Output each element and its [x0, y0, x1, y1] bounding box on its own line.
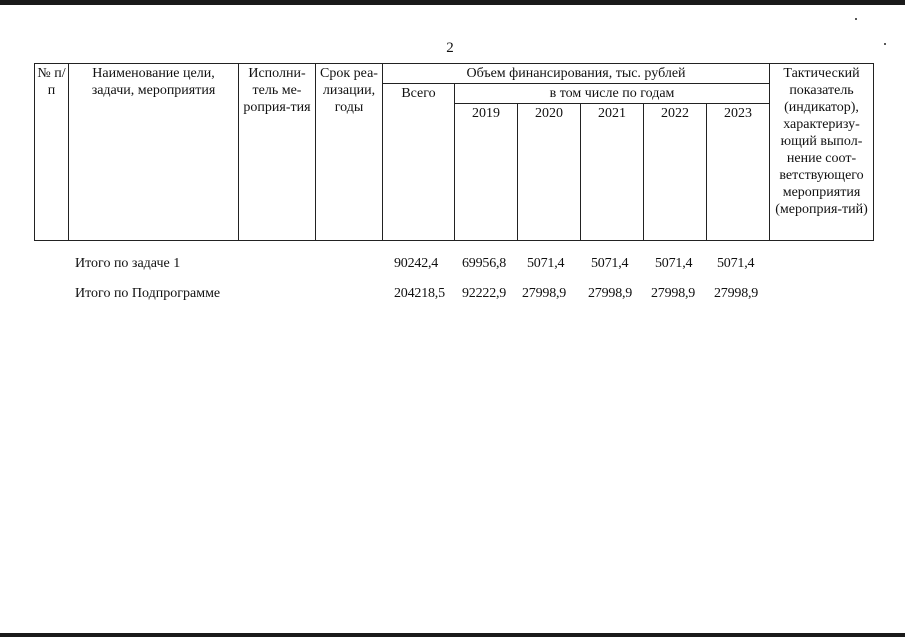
header-year-2021: 2021: [581, 104, 644, 241]
scan-speck: [855, 18, 857, 20]
total-label: Итого по Подпрограмме: [75, 286, 221, 301]
header-funding: Объем финансирования, тыс. рублей: [383, 64, 770, 84]
total-value-2020: 5071,4: [527, 256, 565, 271]
header-indicator: Тактический показатель (индикатор), характеризу-ющий выпол-нение соот-ветствующего мероприятия (мероприя-тий): [770, 64, 874, 241]
total-value-2022: 27998,9: [651, 286, 696, 301]
header-name: Наименование цели, задачи, мероприятия: [69, 64, 239, 241]
total-value-2019: 92222,9: [462, 286, 507, 301]
total-value-2019: 69956,8: [462, 256, 507, 271]
total-row-task-1: [0, 256, 905, 274]
page-number: 2: [446, 40, 454, 56]
bottom-border-rule: [0, 633, 905, 637]
total-value-2021: 27998,9: [588, 286, 633, 301]
total-value-2022: 5071,4: [655, 256, 693, 271]
header-number: № п/п: [35, 64, 69, 241]
header-by-years: в том числе по годам: [455, 84, 770, 104]
header-term: Срок реа-лизации, годы: [316, 64, 383, 241]
top-border-rule: [0, 0, 905, 5]
header-executor: Исполни-тель ме-роприя-тия: [239, 64, 316, 241]
funding-table-header: [34, 63, 874, 241]
total-label: Итого по задаче 1: [75, 256, 181, 271]
total-value-all: 90242,4: [394, 256, 439, 271]
scan-speck: [884, 43, 886, 45]
total-value-all: 204218,5: [394, 286, 445, 301]
total-value-2023: 27998,9: [714, 286, 759, 301]
header-year-2023: 2023: [707, 104, 770, 241]
header-year-2020: 2020: [518, 104, 581, 241]
total-value-2020: 27998,9: [522, 286, 567, 301]
total-row-subprogram: [0, 286, 905, 304]
header-year-2022: 2022: [644, 104, 707, 241]
header-total: Всего: [383, 84, 455, 241]
header-year-2019: 2019: [455, 104, 518, 241]
total-value-2021: 5071,4: [591, 256, 629, 271]
total-value-2023: 5071,4: [717, 256, 755, 271]
